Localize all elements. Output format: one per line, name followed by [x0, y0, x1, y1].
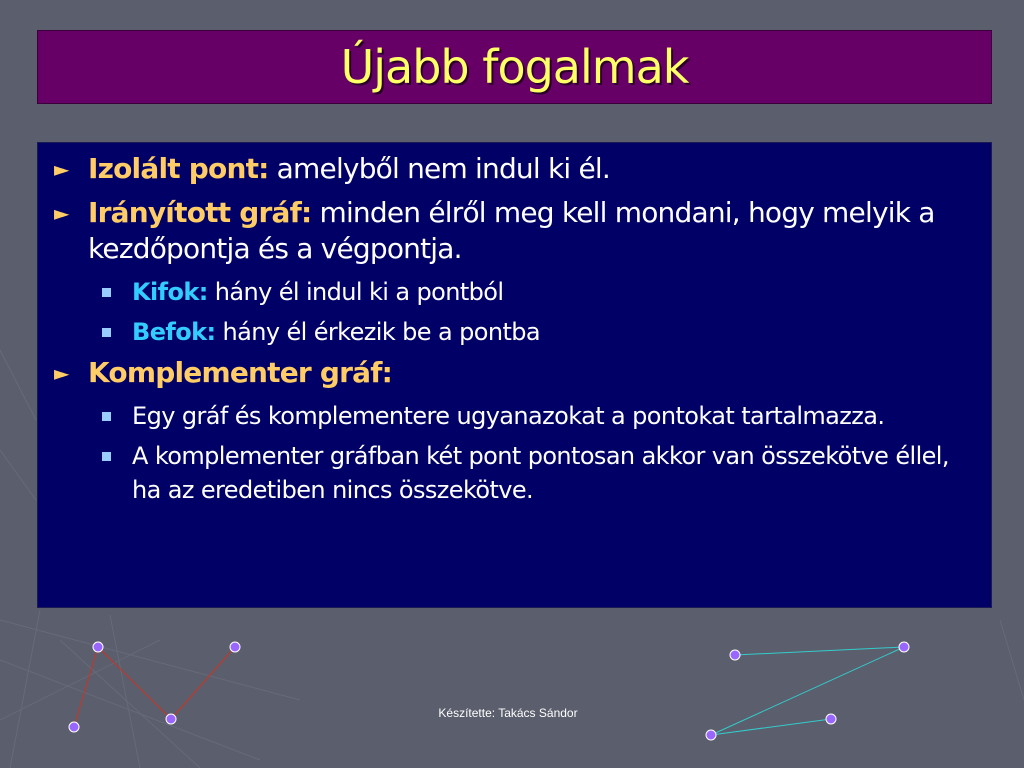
graph-edge — [171, 647, 235, 719]
complement-graph-node — [706, 730, 716, 740]
arrow-bullet-icon: ► — [54, 201, 69, 225]
bullet-text: amelyből nem indul ki él. — [268, 152, 610, 185]
graph-node — [69, 722, 79, 732]
arrow-bullet-icon: ► — [54, 361, 69, 385]
graph-edge — [74, 647, 98, 727]
bullet-term: Komplementer gráf: — [88, 356, 393, 389]
complement-graph-node — [899, 642, 909, 652]
graph-node — [230, 642, 240, 652]
graph-node — [93, 642, 103, 652]
complement-graph-node — [730, 650, 740, 660]
subbullet-text: hány él érkezik be a pontba — [215, 318, 541, 346]
subbullet-text: A komplementer gráfban két pont pontosan akkor van összekötve éllel, ha az eredetiben nincs összekötve. — [132, 442, 949, 504]
graph-edge — [98, 647, 171, 719]
subbullet-text: hány él indul ki a pontból — [207, 278, 504, 306]
graph-node — [166, 714, 176, 724]
bullet-text: minden élről meg kell mondani, hogy melyik a kezdőpontja és a végpontja. — [88, 196, 935, 265]
bullet-term: Irányított gráf: — [88, 196, 312, 229]
bullet-term: Izolált pont: — [88, 152, 269, 185]
subbullet-term: Befok: — [132, 318, 216, 346]
subbullet-term: Kifok: — [132, 278, 208, 306]
complement-graph-edge — [735, 647, 904, 655]
subbullet-text: Egy gráf és komplementere ugyanazokat a pontokat tartalmazza. — [132, 402, 885, 430]
slide-footer: Készítette: Takács Sándor — [438, 706, 578, 720]
slide-title: Újabb fogalmak — [340, 40, 689, 94]
arrow-bullet-icon: ► — [54, 157, 69, 181]
complement-graph-node — [826, 714, 836, 724]
